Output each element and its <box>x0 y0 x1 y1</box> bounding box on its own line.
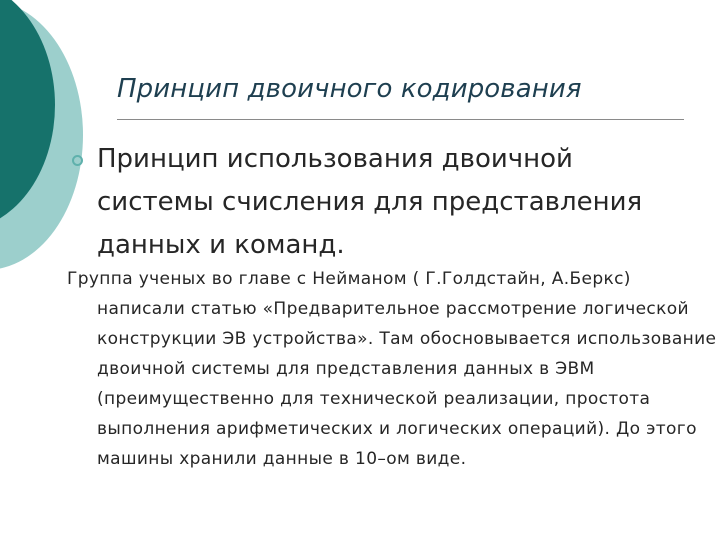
bullet-circle-icon <box>72 155 83 166</box>
title-divider <box>117 119 684 120</box>
slide-title: Принцип двоичного кодирования <box>117 74 582 104</box>
body-paragraph: Группа ученых во главе с Нейманом ( Г.Голдстайн, А.Беркс) написали статью «Предварительное рассмотрение логической конструкции ЭВ устройства». Там обосновывается использование двоичной системы для представления данных в ЭВМ (преимущественно для технической реализации, простота выполнения арифметических и логических операций). До этого машины хранили данные в 10–ом виде. <box>67 269 717 469</box>
bullet-text: Принцип использования двоичной системы счисления для представления данных и команд. <box>97 144 643 260</box>
